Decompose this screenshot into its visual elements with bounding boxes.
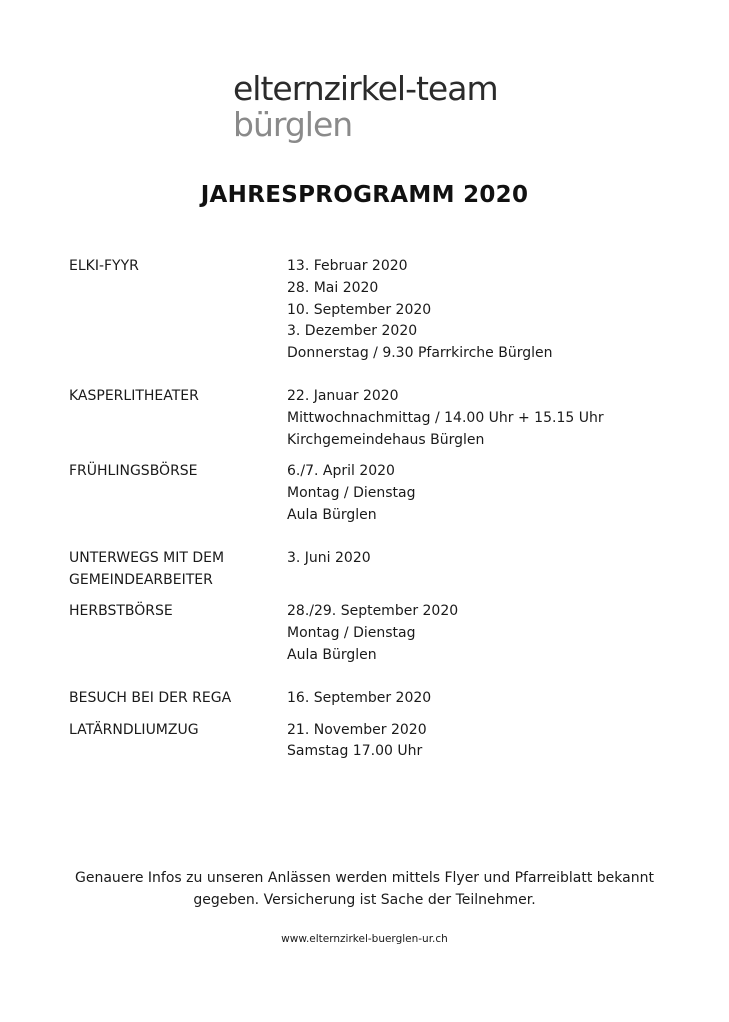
event-detail-line: Montag / Dienstag xyxy=(287,485,416,502)
logo xyxy=(233,69,498,144)
footer-note-line-2: gegeben. Versicherung ist Sache der Teilnehmer. xyxy=(193,892,536,908)
event-name xyxy=(69,688,287,710)
footer-note-line-1: Genauere Infos zu unseren Anlässen werden mittels Flyer und Pfarreiblatt bekannt xyxy=(75,870,654,886)
event-name xyxy=(69,386,287,451)
event-detail-line: 22. Januar 2020 xyxy=(287,387,399,404)
event-details xyxy=(287,601,458,666)
event-details xyxy=(287,720,427,764)
event-details xyxy=(287,386,604,451)
event-details xyxy=(287,688,431,710)
event-programme-list xyxy=(69,256,689,763)
event-details xyxy=(287,256,553,365)
event-detail-line: Montag / Dienstag xyxy=(287,625,416,642)
event-name-line: HERBSTBÖRSE xyxy=(69,603,173,620)
event-name xyxy=(69,256,287,365)
event-name-line: FRÜHLINGSBÖRSE xyxy=(69,463,198,480)
event-name-line: GEMEINDEARBEITER xyxy=(69,571,213,588)
event-detail-line: Aula Bürglen xyxy=(287,506,377,523)
event-detail-line: Samstag 17.00 Uhr xyxy=(287,743,423,760)
website-link[interactable]: www.elternzirkel-buerglen-ur.ch xyxy=(281,933,448,945)
event-detail-line: 28. Mai 2020 xyxy=(287,279,379,296)
event-detail-line: Mittwochnachmittag / 14.00 Uhr + 15.15 Uhr xyxy=(287,409,604,426)
event-details xyxy=(287,461,416,526)
event-name-line: UNTERWEGS MIT DEM xyxy=(69,549,225,566)
event-name xyxy=(69,461,287,526)
footer-note xyxy=(0,867,729,911)
event-detail-line: Donnerstag / 9.30 Pfarrkirche Bürglen xyxy=(287,345,553,362)
event-detail-line: 3. Dezember 2020 xyxy=(287,323,418,340)
event-detail-line: 28./29. September 2020 xyxy=(287,603,459,620)
logo-text-elternzirkel-team: elternzirkel-team xyxy=(233,69,498,108)
event-name xyxy=(69,548,287,592)
event-detail-line: 21. November 2020 xyxy=(287,721,427,738)
event-row xyxy=(69,688,689,710)
event-details xyxy=(287,548,371,592)
event-row xyxy=(69,386,689,451)
event-detail-line: 16. September 2020 xyxy=(287,689,432,706)
page-title: JAHRESPROGRAMM 2020 xyxy=(200,182,529,208)
event-name xyxy=(69,601,287,666)
logo-text-buerglen: bürglen xyxy=(233,105,353,144)
event-name-line: ELKI-FYYR xyxy=(69,258,139,274)
event-name-line: BESUCH BEI DER REGA xyxy=(69,689,232,706)
event-row xyxy=(69,720,689,764)
event-detail-line: Aula Bürglen xyxy=(287,646,377,663)
event-name xyxy=(69,720,287,764)
event-row xyxy=(69,256,689,365)
event-row xyxy=(69,601,689,666)
event-name-line: LATÄRNDLIUMZUG xyxy=(69,721,199,738)
event-name-line: KASPERLITHEATER xyxy=(69,387,199,404)
event-detail-line: 3. Juni 2020 xyxy=(287,549,371,566)
event-row xyxy=(69,548,689,592)
event-detail-line: Kirchgemeindehaus Bürglen xyxy=(287,431,485,448)
event-detail-line: 13. Februar 2020 xyxy=(287,258,408,274)
event-detail-line: 10. September 2020 xyxy=(287,301,432,318)
event-detail-line: 6./7. April 2020 xyxy=(287,463,395,480)
event-row xyxy=(69,461,689,526)
